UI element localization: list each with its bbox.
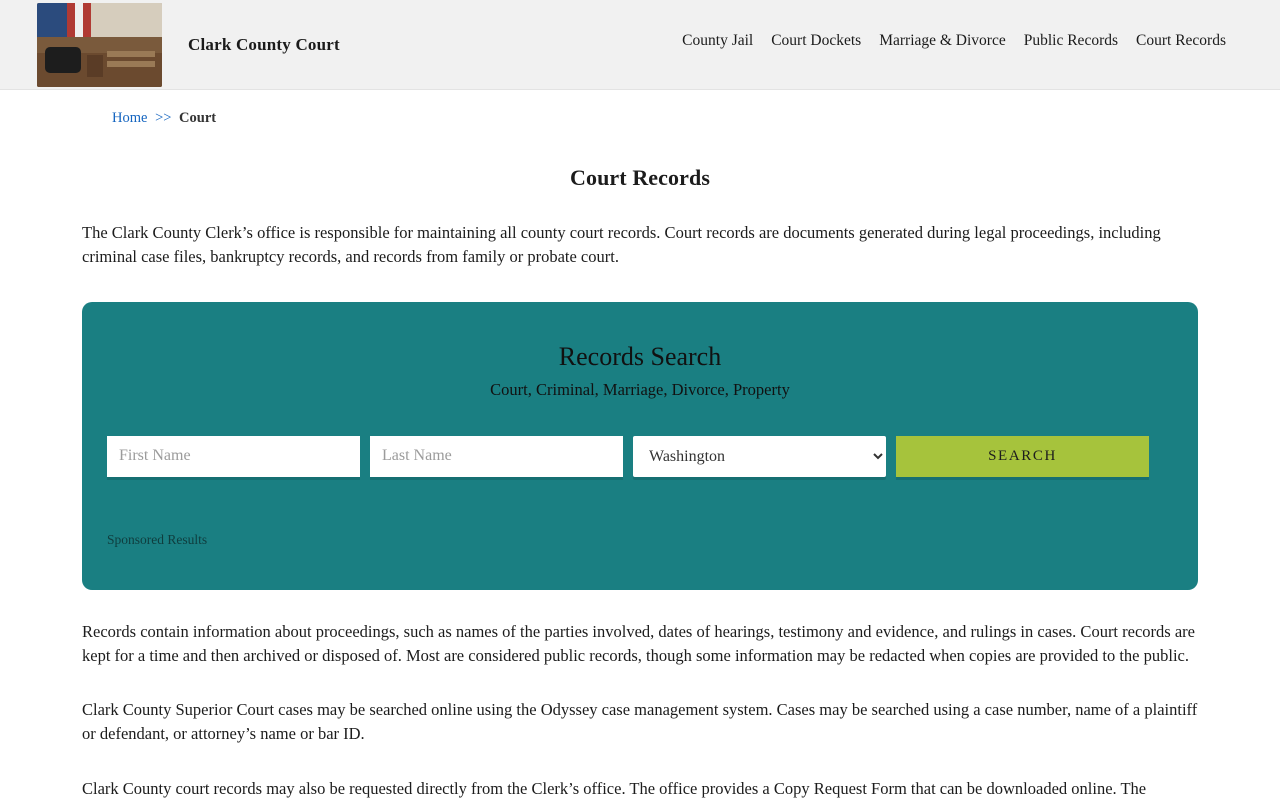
records-search-subheading: Court, Criminal, Marriage, Divorce, Property [490, 379, 790, 399]
courtroom-photo-icon [37, 3, 162, 87]
breadcrumb-current: Court [179, 110, 217, 126]
search-button[interactable]: SEARCH [896, 436, 1149, 477]
nav-item-public-records[interactable]: Public Records [1023, 32, 1119, 49]
records-search-panel [82, 302, 1198, 590]
main-navigation [673, 32, 1235, 50]
nav-item-county-jail[interactable]: County Jail [682, 32, 754, 49]
breadcrumb-separator: >> [155, 110, 172, 126]
sponsored-results-label: Sponsored Results [107, 531, 208, 547]
page-title: Court Records [570, 165, 710, 190]
body-paragraph-1: Records contain information about proceedings, such as names of the parties involved, dates of hearings, testimony and evidence, and rulings in cases. Court records are kept for a time and then archived or disposed of. Most are considered public records, though some information may be redacted when copies are provided to the public. [82, 621, 1195, 665]
page-content [0, 110, 1280, 800]
records-search-form [107, 436, 1173, 477]
site-logo-image[interactable] [37, 3, 162, 87]
breadcrumb [112, 110, 1198, 127]
state-select[interactable] [633, 436, 886, 477]
last-name-input[interactable] [370, 436, 623, 477]
breadcrumb-home-link[interactable]: Home [112, 110, 148, 126]
nav-item-court-records[interactable]: Court Records [1136, 32, 1226, 49]
records-search-heading: Records Search [558, 341, 722, 371]
nav-item-court-dockets[interactable]: Court Dockets [771, 32, 862, 49]
body-paragraph-3: Clark County court records may also be requested directly from the Clerk’s office. The office provides a Copy Request Form that can be downloaded online. The [82, 778, 1147, 798]
nav-item-marriage-divorce[interactable]: Marriage & Divorce [879, 32, 1006, 49]
site-header [0, 0, 1280, 90]
body-paragraph-2: Clark County Superior Court cases may be searched online using the Odyssey case management system. Cases may be searched using a case number, name of a plaintiff or defendant, or attorney’s name or bar ID. [82, 700, 1198, 744]
intro-paragraph: The Clark County Clerk’s office is responsible for maintaining all county court records. Court records are documents generated during legal proceedings, including criminal case files, bankruptcy records, and records from family or probate court. [82, 223, 1161, 267]
site-title: Clark County Court [188, 34, 340, 54]
first-name-input[interactable] [107, 436, 360, 477]
